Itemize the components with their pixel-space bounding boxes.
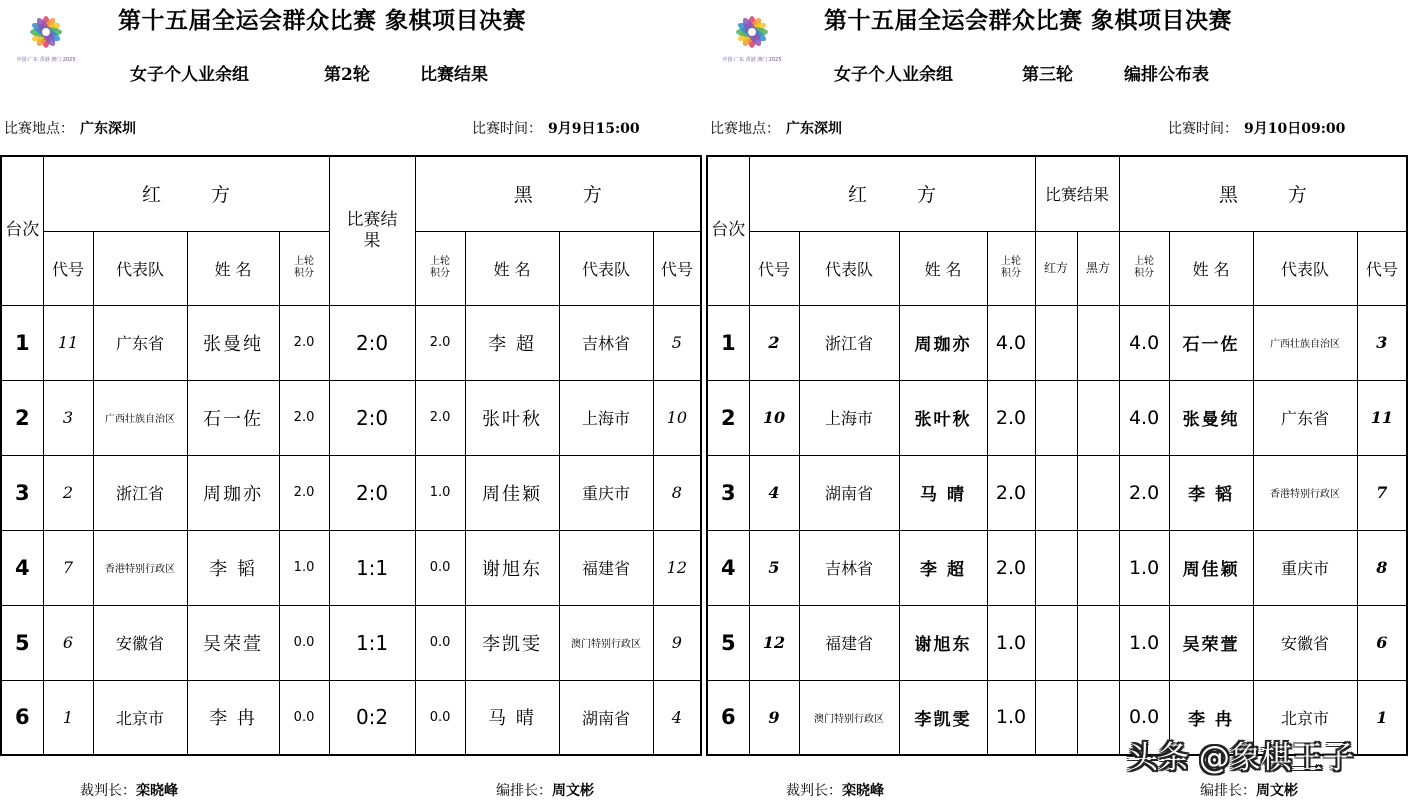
desk-number: 3 bbox=[707, 455, 749, 530]
black-code: 11 bbox=[1357, 380, 1407, 455]
black-prev-score: 1.0 bbox=[1119, 530, 1169, 605]
red-team: 福建省 bbox=[799, 605, 899, 680]
venue-value: 广东深圳 bbox=[786, 121, 842, 137]
black-prev-score: 0.0 bbox=[415, 605, 465, 680]
red-team-header: 代表队 bbox=[799, 231, 899, 305]
black-name-header: 姓 名 bbox=[465, 231, 559, 305]
red-prev-score: 2.0 bbox=[279, 305, 329, 380]
black-prev-score: 0.0 bbox=[1119, 680, 1169, 755]
chief-judge-name: 栾晓峰 bbox=[136, 783, 178, 799]
red-code: 11 bbox=[43, 305, 93, 380]
black-code: 5 bbox=[653, 305, 701, 380]
black-prev-header: 上轮积分 bbox=[1119, 231, 1169, 305]
table-row bbox=[1, 455, 701, 530]
desk-number: 2 bbox=[1, 380, 43, 455]
group-label: 女子个人业余组 bbox=[130, 65, 249, 85]
red-team: 广西壮族自治区 bbox=[93, 380, 187, 455]
table-row bbox=[707, 455, 1407, 530]
logo-caption: 中国·广东 香港 澳门 2025 bbox=[16, 57, 76, 63]
red-prev-score: 4.0 bbox=[987, 305, 1035, 380]
black-name: 李 冉 bbox=[1169, 680, 1253, 755]
time-value: 9月10日09:00 bbox=[1244, 121, 1346, 137]
red-name: 张曼纯 bbox=[187, 305, 279, 380]
group-label: 女子个人业余组 bbox=[834, 65, 953, 85]
black-name: 周佳颖 bbox=[1169, 530, 1253, 605]
black-code-header: 代号 bbox=[653, 231, 701, 305]
red-name: 李 超 bbox=[899, 530, 987, 605]
black-team: 澳门特别行政区 bbox=[559, 605, 653, 680]
black-name: 马 晴 bbox=[465, 680, 559, 755]
time-label: 比赛时间： bbox=[1168, 121, 1238, 137]
time-line bbox=[472, 118, 640, 138]
red-team: 安徽省 bbox=[93, 605, 187, 680]
venue-label: 比赛地点： bbox=[710, 121, 780, 137]
black-team-header: 代表队 bbox=[1253, 231, 1357, 305]
black-name: 吴荣萱 bbox=[1169, 605, 1253, 680]
black-code: 6 bbox=[1357, 605, 1407, 680]
red-name: 张叶秋 bbox=[899, 380, 987, 455]
red-prev-score: 2.0 bbox=[987, 530, 1035, 605]
red-name-header: 姓 名 bbox=[187, 231, 279, 305]
red-code: 2 bbox=[749, 305, 799, 380]
black-code: 3 bbox=[1357, 305, 1407, 380]
results-table bbox=[0, 155, 702, 756]
time-line bbox=[1168, 118, 1345, 138]
black-team: 安徽省 bbox=[1253, 605, 1357, 680]
round-label: 第三轮 bbox=[1022, 65, 1073, 85]
result-red-cell bbox=[1035, 455, 1077, 530]
result-red-header: 红方 bbox=[1035, 231, 1077, 305]
table-row bbox=[1, 680, 701, 755]
red-team: 广东省 bbox=[93, 305, 187, 380]
black-code: 10 bbox=[653, 380, 701, 455]
red-name: 吴荣萱 bbox=[187, 605, 279, 680]
black-name: 谢旭东 bbox=[465, 530, 559, 605]
match-result: 1:1 bbox=[329, 605, 415, 680]
black-team: 香港特别行政区 bbox=[1253, 455, 1357, 530]
desk-number: 5 bbox=[707, 605, 749, 680]
pairings-sheet-round-3 bbox=[706, 0, 1406, 799]
logo-caption: 中国·广东 香港 澳门 2025 bbox=[722, 57, 782, 63]
black-name: 李 超 bbox=[465, 305, 559, 380]
black-team: 吉林省 bbox=[559, 305, 653, 380]
desk-header: 台次 bbox=[707, 156, 749, 305]
match-result: 2:0 bbox=[329, 455, 415, 530]
table-row bbox=[707, 530, 1407, 605]
chief-judge-line bbox=[80, 780, 178, 800]
chief-arranger-label: 编排长： bbox=[1200, 783, 1256, 799]
black-prev-score: 2.0 bbox=[1119, 455, 1169, 530]
result-black-cell bbox=[1077, 380, 1119, 455]
desk-number: 1 bbox=[707, 305, 749, 380]
red-prev-score: 2.0 bbox=[987, 380, 1035, 455]
red-prev-score: 0.0 bbox=[279, 680, 329, 755]
black-code: 9 bbox=[653, 605, 701, 680]
black-team: 重庆市 bbox=[559, 455, 653, 530]
result-red-cell bbox=[1035, 380, 1077, 455]
doc-type-label: 编排公布表 bbox=[1124, 65, 1209, 85]
time-value: 9月9日15:00 bbox=[548, 121, 640, 137]
chief-arranger-label: 编排长： bbox=[496, 783, 552, 799]
black-prev-score: 4.0 bbox=[1119, 380, 1169, 455]
venue-line bbox=[4, 118, 136, 138]
results-sheet-round-2 bbox=[0, 0, 700, 799]
black-prev-score: 4.0 bbox=[1119, 305, 1169, 380]
black-code: 4 bbox=[653, 680, 701, 755]
red-name: 周珈亦 bbox=[899, 305, 987, 380]
table-row bbox=[1, 305, 701, 380]
red-name: 李 韬 bbox=[187, 530, 279, 605]
red-prev-header: 上轮积分 bbox=[279, 231, 329, 305]
black-name: 石一佐 bbox=[1169, 305, 1253, 380]
black-team: 湖南省 bbox=[559, 680, 653, 755]
red-team-header: 代表队 bbox=[93, 231, 187, 305]
desk-number: 5 bbox=[1, 605, 43, 680]
result-black-cell bbox=[1077, 605, 1119, 680]
table-row bbox=[707, 605, 1407, 680]
black-code-header: 代号 bbox=[1357, 231, 1407, 305]
red-team: 澳门特别行政区 bbox=[799, 680, 899, 755]
red-prev-score: 0.0 bbox=[279, 605, 329, 680]
match-result: 1:1 bbox=[329, 530, 415, 605]
black-team: 北京市 bbox=[1253, 680, 1357, 755]
black-team: 广东省 bbox=[1253, 380, 1357, 455]
table-row bbox=[707, 380, 1407, 455]
black-name: 张曼纯 bbox=[1169, 380, 1253, 455]
chief-arranger-name: 周文彬 bbox=[1256, 783, 1298, 799]
result-red-cell bbox=[1035, 305, 1077, 380]
red-prev-header: 上轮积分 bbox=[987, 231, 1035, 305]
red-code: 7 bbox=[43, 530, 93, 605]
page-title: 第十五届全运会群众比赛 象棋项目决赛 bbox=[118, 7, 527, 34]
red-name: 周珈亦 bbox=[187, 455, 279, 530]
black-prev-score: 1.0 bbox=[415, 455, 465, 530]
black-side-header: 黑 方 bbox=[1119, 156, 1407, 231]
chief-judge-label: 裁判长： bbox=[786, 783, 842, 799]
table-row bbox=[1, 380, 701, 455]
black-prev-score: 2.0 bbox=[415, 380, 465, 455]
red-name: 李 冉 bbox=[187, 680, 279, 755]
red-prev-score: 1.0 bbox=[279, 530, 329, 605]
result-black-cell bbox=[1077, 680, 1119, 755]
chief-judge-label: 裁判长： bbox=[80, 783, 136, 799]
red-name: 谢旭东 bbox=[899, 605, 987, 680]
black-name: 周佳颖 bbox=[465, 455, 559, 530]
round-label: 第2轮 bbox=[324, 65, 370, 85]
black-code: 12 bbox=[653, 530, 701, 605]
red-code: 5 bbox=[749, 530, 799, 605]
red-code-header: 代号 bbox=[43, 231, 93, 305]
black-team: 重庆市 bbox=[1253, 530, 1357, 605]
red-team: 浙江省 bbox=[93, 455, 187, 530]
red-code: 9 bbox=[749, 680, 799, 755]
red-prev-score: 2.0 bbox=[279, 380, 329, 455]
desk-number: 1 bbox=[1, 305, 43, 380]
black-code: 8 bbox=[1357, 530, 1407, 605]
red-team: 浙江省 bbox=[799, 305, 899, 380]
page-title: 第十五届全运会群众比赛 象棋项目决赛 bbox=[824, 7, 1233, 34]
black-prev-score: 2.0 bbox=[415, 305, 465, 380]
desk-number: 4 bbox=[1, 530, 43, 605]
result-red-cell bbox=[1035, 605, 1077, 680]
black-name-header: 姓 名 bbox=[1169, 231, 1253, 305]
chief-arranger-line bbox=[496, 780, 594, 800]
red-team: 香港特别行政区 bbox=[93, 530, 187, 605]
black-code: 7 bbox=[1357, 455, 1407, 530]
chief-arranger-line bbox=[1200, 780, 1298, 800]
red-side-header: 红 方 bbox=[43, 156, 329, 231]
desk-header: 台次 bbox=[1, 156, 43, 305]
red-team: 上海市 bbox=[799, 380, 899, 455]
pairings-table bbox=[706, 155, 1408, 756]
red-prev-score: 2.0 bbox=[279, 455, 329, 530]
match-result: 2:0 bbox=[329, 380, 415, 455]
red-name: 石一佐 bbox=[187, 380, 279, 455]
chief-judge-line bbox=[786, 780, 884, 800]
red-side-header: 红 方 bbox=[749, 156, 1035, 231]
black-prev-header: 上轮积分 bbox=[415, 231, 465, 305]
table-row bbox=[1, 605, 701, 680]
result-black-cell bbox=[1077, 455, 1119, 530]
desk-number: 4 bbox=[707, 530, 749, 605]
black-prev-score: 0.0 bbox=[415, 530, 465, 605]
result-red-cell bbox=[1035, 530, 1077, 605]
games-logo bbox=[14, 8, 78, 66]
result-header: 比赛结果 bbox=[329, 156, 415, 305]
desk-number: 2 bbox=[707, 380, 749, 455]
black-name: 李凯雯 bbox=[465, 605, 559, 680]
red-code: 4 bbox=[749, 455, 799, 530]
desk-number: 6 bbox=[707, 680, 749, 755]
red-name-header: 姓 名 bbox=[899, 231, 987, 305]
red-code: 10 bbox=[749, 380, 799, 455]
red-team: 湖南省 bbox=[799, 455, 899, 530]
time-label: 比赛时间： bbox=[472, 121, 542, 137]
red-name: 马 晴 bbox=[899, 455, 987, 530]
black-name: 李 韬 bbox=[1169, 455, 1253, 530]
black-team: 广西壮族自治区 bbox=[1253, 305, 1357, 380]
desk-number: 6 bbox=[1, 680, 43, 755]
match-result: 2:0 bbox=[329, 305, 415, 380]
table-row bbox=[707, 305, 1407, 380]
red-code: 2 bbox=[43, 455, 93, 530]
chief-judge-name: 栾晓峰 bbox=[842, 783, 884, 799]
result-header: 比赛结果 bbox=[1035, 156, 1119, 231]
table-row bbox=[1, 530, 701, 605]
match-result: 0:2 bbox=[329, 680, 415, 755]
venue-line bbox=[710, 118, 842, 138]
black-team-header: 代表队 bbox=[559, 231, 653, 305]
venue-label: 比赛地点： bbox=[4, 121, 74, 137]
venue-value: 广东深圳 bbox=[80, 121, 136, 137]
black-side-header: 黑 方 bbox=[415, 156, 701, 231]
black-code: 1 bbox=[1357, 680, 1407, 755]
result-red-cell bbox=[1035, 680, 1077, 755]
watermark: 头条 @象棋王子 bbox=[1127, 740, 1354, 776]
red-prev-score: 2.0 bbox=[987, 455, 1035, 530]
result-black-cell bbox=[1077, 305, 1119, 380]
red-prev-score: 1.0 bbox=[987, 680, 1035, 755]
chief-arranger-name: 周文彬 bbox=[552, 783, 594, 799]
black-code: 8 bbox=[653, 455, 701, 530]
red-team: 吉林省 bbox=[799, 530, 899, 605]
black-name: 张叶秋 bbox=[465, 380, 559, 455]
games-emblem-icon bbox=[720, 8, 784, 54]
red-code: 1 bbox=[43, 680, 93, 755]
black-prev-score: 1.0 bbox=[1119, 605, 1169, 680]
black-team: 上海市 bbox=[559, 380, 653, 455]
red-code: 3 bbox=[43, 380, 93, 455]
desk-number: 3 bbox=[1, 455, 43, 530]
result-black-cell bbox=[1077, 530, 1119, 605]
red-name: 李凯雯 bbox=[899, 680, 987, 755]
black-prev-score: 0.0 bbox=[415, 680, 465, 755]
games-logo bbox=[720, 8, 784, 66]
games-emblem-icon bbox=[14, 8, 78, 54]
red-prev-score: 1.0 bbox=[987, 605, 1035, 680]
red-code: 6 bbox=[43, 605, 93, 680]
result-black-header: 黑方 bbox=[1077, 231, 1119, 305]
red-team: 北京市 bbox=[93, 680, 187, 755]
red-code: 12 bbox=[749, 605, 799, 680]
black-team: 福建省 bbox=[559, 530, 653, 605]
red-code-header: 代号 bbox=[749, 231, 799, 305]
doc-type-label: 比赛结果 bbox=[420, 65, 488, 85]
